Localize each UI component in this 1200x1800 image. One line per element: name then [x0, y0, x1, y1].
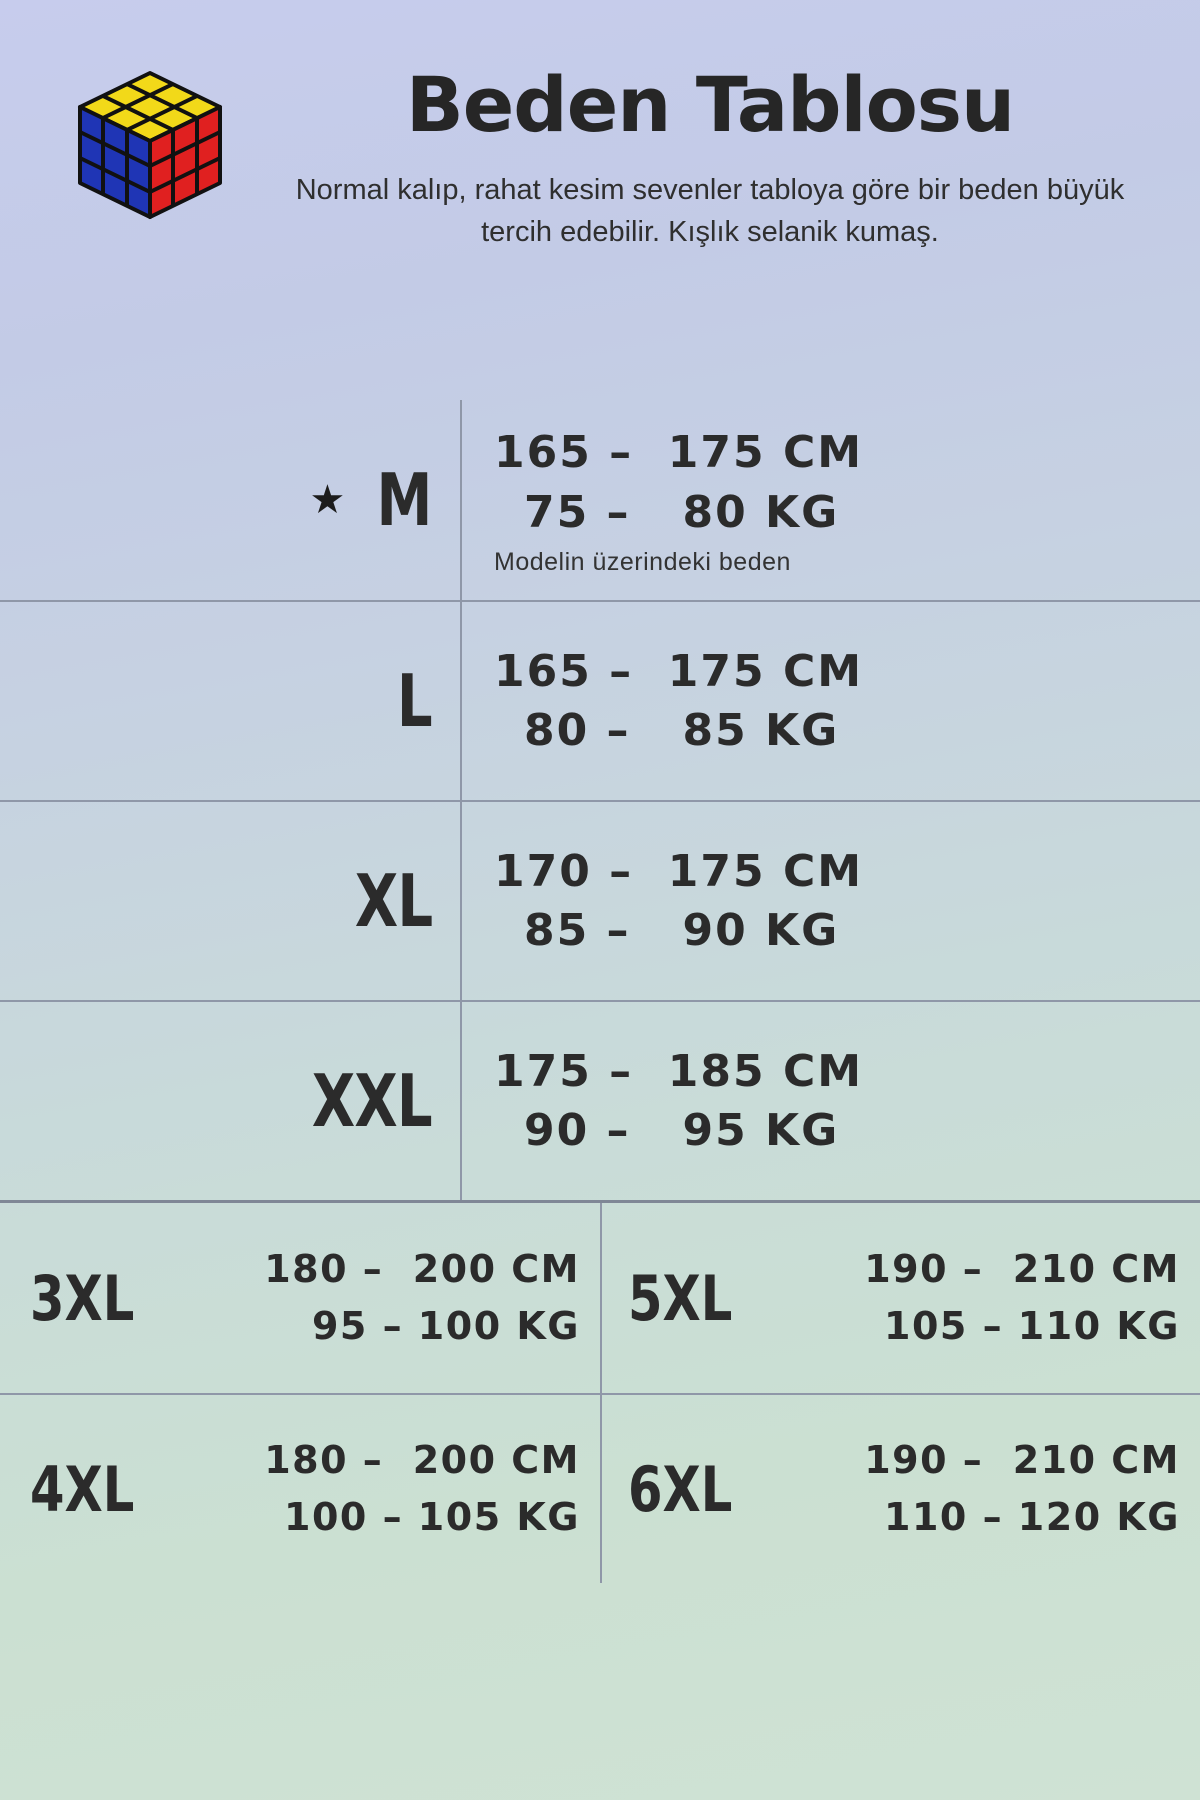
measure-cell	[160, 1241, 586, 1355]
size-label: 4XL	[30, 1452, 135, 1526]
size-cell-3xl	[0, 1203, 600, 1393]
table-row	[0, 1000, 1200, 1200]
measure-cell	[160, 1432, 586, 1546]
size-cell-6xl	[600, 1395, 1200, 1583]
weight-value: 75 – 80 KG	[524, 486, 840, 538]
weight-value: 90 – 95 KG	[524, 1105, 840, 1156]
size-cell-4xl	[0, 1395, 600, 1583]
rubiks-cube-icon	[60, 65, 240, 255]
height-value: 165 – 175 CM	[494, 645, 864, 697]
size-label: XXL	[311, 1059, 432, 1143]
size-cell-m	[0, 400, 460, 600]
table-row	[0, 1393, 1200, 1583]
plus-size-grid	[0, 1200, 1200, 1583]
size-cell-5xl	[600, 1203, 1200, 1393]
model-note: Modelin üzerindeki beden	[494, 547, 791, 576]
weight-value: 95 – 100 KG	[311, 1304, 580, 1348]
size-table	[0, 400, 1200, 1200]
size-label: L	[396, 659, 432, 743]
page-title: Beden Tablosu	[405, 60, 1015, 149]
table-row	[0, 400, 1200, 600]
weight-value: 80 – 85 KG	[524, 705, 840, 756]
size-label: M	[376, 458, 432, 542]
measure-cell	[460, 1002, 1200, 1200]
title-block	[250, 55, 1160, 253]
size-cell-xxl	[0, 1002, 460, 1200]
height-value: 190 – 210 CM	[864, 1438, 1180, 1482]
page-subtitle: Normal kalıp, rahat kesim sevenler tabloya göre bir beden büyük tercih edebilir. Kışlık selanik kumaş.	[295, 173, 1125, 248]
table-row	[0, 800, 1200, 1000]
measure-cell	[460, 802, 1200, 1000]
size-cell-l	[0, 602, 460, 800]
size-label: 6XL	[628, 1452, 733, 1526]
header	[0, 0, 1200, 400]
size-label: XL	[354, 859, 432, 943]
height-value: 180 – 200 CM	[264, 1438, 580, 1482]
logo	[60, 55, 250, 259]
weight-value: 105 – 110 KG	[884, 1304, 1180, 1348]
weight-value: 110 – 120 KG	[884, 1495, 1180, 1539]
size-label: 3XL	[30, 1261, 135, 1335]
measure-cell	[460, 602, 1200, 800]
table-row	[0, 1203, 1200, 1393]
weight-value: 100 – 105 KG	[284, 1495, 580, 1539]
star-icon: ★	[309, 477, 346, 523]
size-cell-xl	[0, 802, 460, 1000]
height-value: 190 – 210 CM	[864, 1247, 1180, 1291]
height-value: 180 – 200 CM	[264, 1247, 580, 1291]
weight-value: 85 – 90 KG	[524, 905, 840, 956]
size-label: 5XL	[628, 1261, 733, 1335]
height-value: 175 – 185 CM	[494, 1045, 864, 1097]
height-value: 165 – 175 CM	[494, 427, 864, 479]
table-row	[0, 600, 1200, 800]
height-value: 170 – 175 CM	[494, 845, 864, 897]
measure-cell	[460, 400, 1200, 600]
measure-cell	[758, 1241, 1186, 1355]
measure-cell	[758, 1432, 1186, 1546]
